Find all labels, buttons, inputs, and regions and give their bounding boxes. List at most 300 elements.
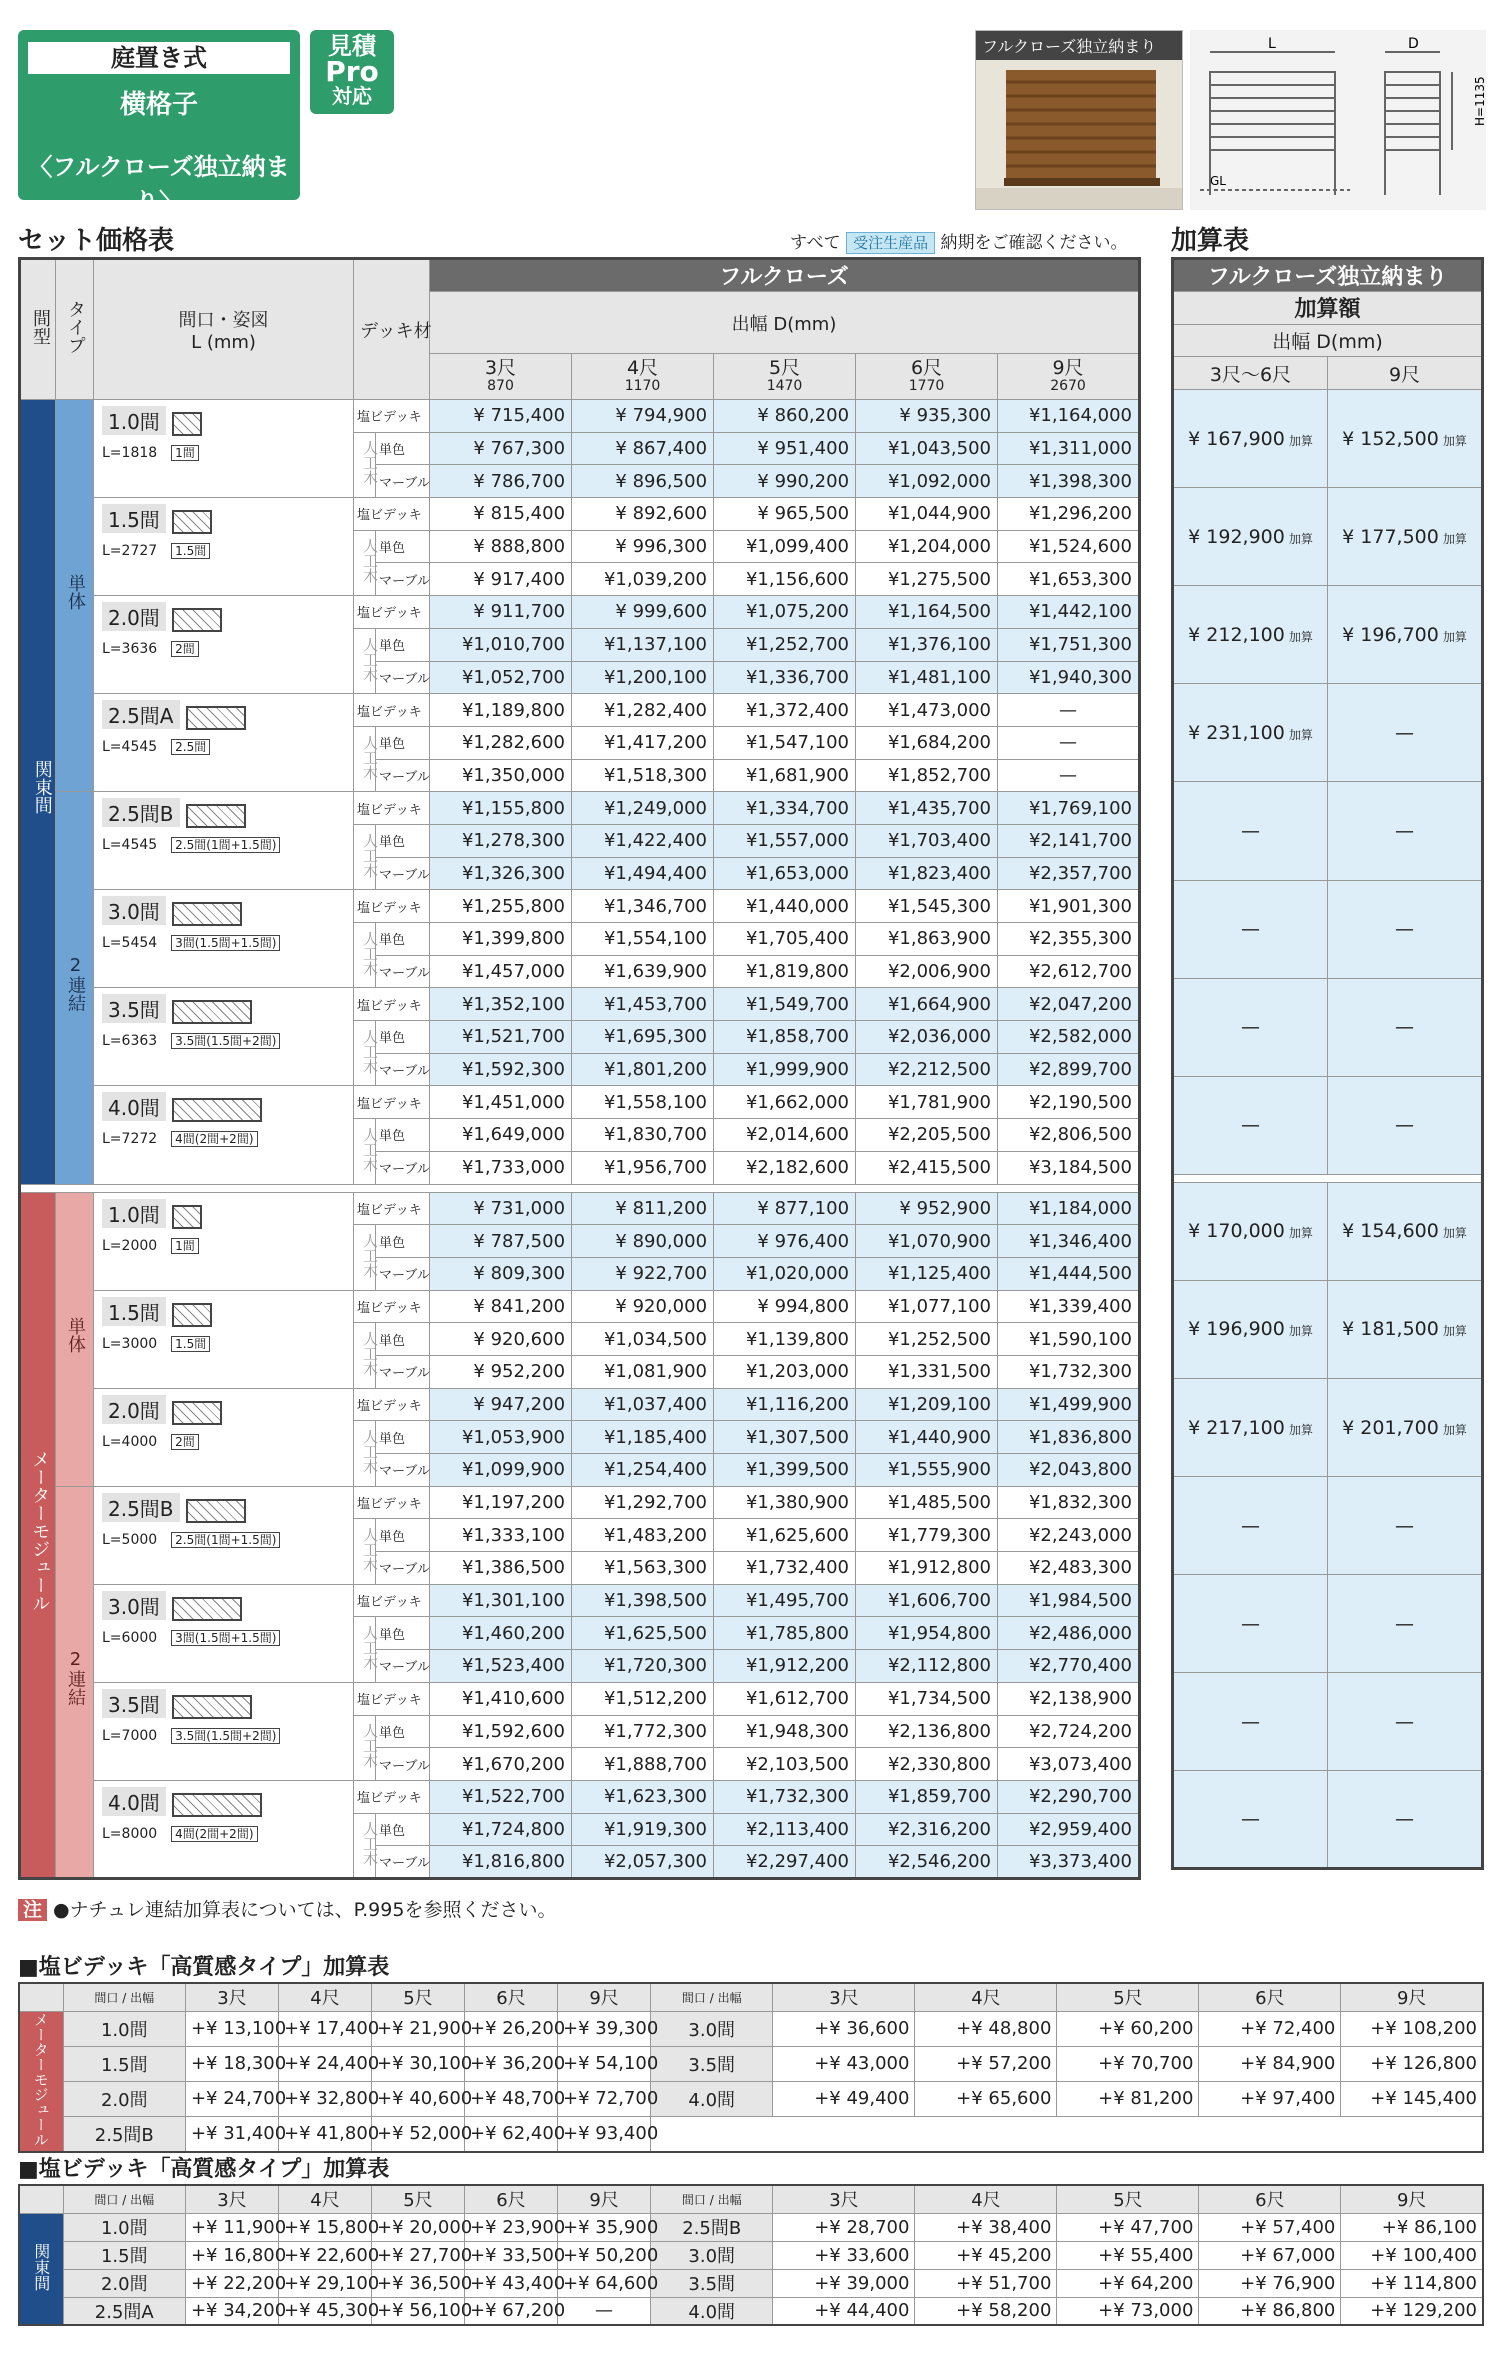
sur-col: 3尺	[773, 1983, 915, 2011]
span-figure	[172, 510, 212, 534]
price-row	[20, 1290, 1140, 1323]
addon-row	[1173, 684, 1483, 782]
price-cell: ¥1,442,100	[998, 596, 1140, 629]
span-name: 4.0間	[102, 1092, 166, 1121]
addon-cell: —	[1328, 1771, 1483, 1869]
span-name: 2.0間	[102, 602, 166, 631]
sur-span: 2.5間B	[63, 2116, 185, 2151]
addon-table	[1171, 257, 1484, 1870]
deck-jinmoku: 人工木	[354, 1715, 376, 1780]
sur-value: +¥ 86,100	[1341, 2213, 1483, 2241]
addon-cell: ¥ 152,500 加算	[1328, 390, 1483, 488]
price-cell: ¥1,558,100	[572, 1086, 714, 1119]
sur-col: 4尺	[915, 2185, 1057, 2213]
price-cell: ¥ 860,200	[714, 400, 856, 433]
kind-double: 2連結	[56, 792, 94, 1184]
price-cell: ¥1,037,400	[572, 1388, 714, 1421]
price-cell: ¥2,355,300	[998, 923, 1140, 956]
addon-cell: —	[1173, 1673, 1328, 1771]
sur-span: 2.0間	[63, 2081, 185, 2116]
footnote-text: ●ナチュレ連結加算表については、P.995を参照ください。	[53, 1899, 557, 1921]
surcharge-table-kanto	[18, 2184, 1484, 2326]
price-cell: ¥1,888,700	[572, 1748, 714, 1781]
made-to-order-tag: 受注生産品	[846, 232, 935, 254]
price-cell: ¥1,557,000	[714, 824, 856, 857]
span-cell	[94, 988, 354, 1086]
sur-span: 4.0間	[651, 2297, 773, 2325]
price-cell: ¥1,398,500	[572, 1584, 714, 1617]
sur-span: 1.5間	[63, 2241, 185, 2269]
price-cell: ¥2,136,800	[856, 1715, 998, 1748]
sur-row	[19, 2046, 1483, 2081]
price-cell: ¥1,137,100	[572, 628, 714, 661]
addon-row	[1173, 1477, 1483, 1575]
deck-marble: マーブル	[376, 563, 430, 596]
price-cell: ¥1,670,200	[430, 1748, 572, 1781]
price-cell: ¥2,612,700	[998, 955, 1140, 988]
price-cell: ¥2,297,400	[714, 1846, 856, 1879]
sur-side: 関東間	[19, 2213, 63, 2325]
price-cell: ¥1,779,300	[856, 1519, 998, 1552]
sur-value: +¥ 54,100	[558, 2046, 651, 2081]
sur-value: +¥ 11,900	[185, 2213, 278, 2241]
deck-enbi: 塩ビデッキ	[354, 1086, 430, 1119]
price-cell: ¥1,399,800	[430, 923, 572, 956]
addon-cell: —	[1173, 1771, 1328, 1869]
price-cell: ¥1,417,200	[572, 726, 714, 759]
sur-row	[19, 2116, 1483, 2151]
depth-col-3: 6尺 1770	[856, 354, 998, 400]
sur-value: +¥ 48,700	[465, 2081, 558, 2116]
price-cell: ¥2,006,900	[856, 955, 998, 988]
diagram-D: D	[1408, 36, 1419, 52]
addon-cell: ¥ 196,700 加算	[1328, 586, 1483, 684]
price-cell: ¥1,333,100	[430, 1519, 572, 1552]
sur-value: +¥ 72,700	[558, 2081, 651, 2116]
sur-col: 3尺	[185, 1983, 278, 2011]
span-name: 1.5間	[102, 1297, 166, 1326]
price-cell: ¥2,415,500	[856, 1151, 998, 1184]
sur-row	[19, 2241, 1483, 2269]
price-cell: ¥1,185,400	[572, 1421, 714, 1454]
note-prefix: すべて	[790, 233, 841, 253]
sur-value: +¥ 84,900	[1199, 2046, 1341, 2081]
price-cell: ¥1,255,800	[430, 890, 572, 923]
price-cell: ¥1,606,700	[856, 1584, 998, 1617]
sur-value: +¥ 36,200	[465, 2046, 558, 2081]
span-name: 1.0間	[102, 406, 166, 435]
price-cell: ¥ 786,700	[430, 465, 572, 498]
sur-value: +¥ 39,000	[773, 2269, 915, 2297]
price-cell: ¥2,036,000	[856, 1021, 998, 1054]
span-type-0: 関東間	[20, 400, 56, 1185]
addon-amount-header: 加算額	[1173, 292, 1483, 325]
deck-tanshoku: 単色	[376, 1715, 430, 1748]
span-length: L=7272 4間(2間+2間)	[102, 1128, 345, 1148]
price-cell: ¥1,703,400	[856, 824, 998, 857]
sur-span: 1.0間	[63, 2213, 185, 2241]
price-cell: ¥1,863,900	[856, 923, 998, 956]
deck-marble: マーブル	[376, 1151, 430, 1184]
sur-span: 1.0間	[63, 2011, 185, 2046]
deck-enbi: 塩ビデッキ	[354, 1192, 430, 1225]
price-cell: ¥1,296,200	[998, 498, 1140, 531]
diagram-gl: GL	[1210, 174, 1226, 188]
sur-row	[19, 2269, 1483, 2297]
deck-jinmoku: 人工木	[354, 1225, 376, 1290]
price-cell: ¥1,352,100	[430, 988, 572, 1021]
addon-cell: —	[1328, 1477, 1483, 1575]
sur-value: +¥ 20,000	[372, 2213, 465, 2241]
price-cell: ¥2,043,800	[998, 1454, 1140, 1487]
price-cell: ¥1,043,500	[856, 432, 998, 465]
price-cell: ¥1,301,100	[430, 1584, 572, 1617]
price-cell: ¥2,141,700	[998, 824, 1140, 857]
price-cell: ¥ 911,700	[430, 596, 572, 629]
price-cell: ¥1,435,700	[856, 792, 998, 825]
sur-value: +¥ 18,300	[185, 2046, 278, 2081]
sur-side: メーターモジュール	[19, 2011, 63, 2152]
price-cell: ¥ 787,500	[430, 1225, 572, 1258]
price-cell: ¥1,116,200	[714, 1388, 856, 1421]
col-kind: タイプ	[56, 259, 94, 400]
sur-col: 5尺	[1057, 2185, 1199, 2213]
sur-value: +¥ 32,800	[278, 2081, 371, 2116]
span-figure	[172, 1695, 252, 1719]
price-cell: ¥1,092,000	[856, 465, 998, 498]
price-cell: ¥1,695,300	[572, 1021, 714, 1054]
price-cell: ¥1,852,700	[856, 759, 998, 792]
surcharge-table-meter	[18, 1982, 1484, 2153]
price-cell: ¥1,252,500	[856, 1323, 998, 1356]
sur-col: 4尺	[278, 1983, 371, 2011]
price-cell: ¥2,113,400	[714, 1813, 856, 1846]
span-figure	[172, 1205, 202, 1229]
sur-value: +¥ 126,800	[1341, 2046, 1483, 2081]
sur-col: 4尺	[278, 2185, 371, 2213]
span-length: L=4000 2間	[102, 1431, 345, 1451]
span-name: 3.5間	[102, 994, 166, 1023]
price-row	[20, 890, 1140, 923]
addon-col-9: 9尺	[1328, 357, 1483, 390]
span-type-1: メーターモジュール	[20, 1192, 56, 1878]
sur-col: 6尺	[1199, 2185, 1341, 2213]
span-cell	[94, 596, 354, 694]
deck-marble: マーブル	[376, 1454, 430, 1487]
deck-tanshoku: 単色	[376, 432, 430, 465]
price-cell: ¥1,999,900	[714, 1053, 856, 1086]
price-cell: ¥ 951,400	[714, 432, 856, 465]
sur-value: +¥ 108,200	[1341, 2011, 1483, 2046]
price-cell: ¥1,554,100	[572, 923, 714, 956]
sur-value: +¥ 26,200	[465, 2011, 558, 2046]
span-length: L=1818 1間	[102, 442, 345, 462]
sur-value: +¥ 62,400	[465, 2116, 558, 2151]
deck-jinmoku: 人工木	[354, 432, 376, 497]
price-cell: ¥1,772,300	[572, 1715, 714, 1748]
price-cell: ¥1,044,900	[856, 498, 998, 531]
sur-value: +¥ 17,400	[278, 2011, 371, 2046]
deck-marble: マーブル	[376, 1552, 430, 1585]
addon-cell: ¥ 201,700 加算	[1328, 1379, 1483, 1477]
price-cell: ¥1,653,300	[998, 563, 1140, 596]
price-cell: ¥1,077,100	[856, 1290, 998, 1323]
addon-cell: —	[1173, 978, 1328, 1076]
addon-row	[1173, 1280, 1483, 1378]
price-cell: ¥ 965,500	[714, 498, 856, 531]
addon-cell: —	[1173, 1076, 1328, 1174]
sur-value: +¥ 35,900	[558, 2213, 651, 2241]
sur-value: +¥ 70,700	[1057, 2046, 1199, 2081]
price-cell: ¥ 892,600	[572, 498, 714, 531]
deck-jinmoku: 人工木	[354, 1813, 376, 1878]
sur-span: 1.5間	[63, 2046, 185, 2081]
price-cell: ¥2,316,200	[856, 1813, 998, 1846]
col-span-type: 間型	[20, 259, 56, 400]
price-row	[20, 498, 1140, 531]
span-length: L=4545 2.5間(1間+1.5間)	[102, 834, 345, 854]
addon-cell: ¥ 217,100 加算	[1173, 1379, 1328, 1477]
sur-col: 5尺	[372, 1983, 465, 2011]
price-cell: ¥1,346,700	[572, 890, 714, 923]
price-cell: ¥ 999,600	[572, 596, 714, 629]
span-length: L=2727 1.5間	[102, 540, 345, 560]
price-cell: ¥1,705,400	[714, 923, 856, 956]
span-cell	[94, 1486, 354, 1584]
product-badge	[18, 30, 300, 216]
addon-cell: —	[1328, 1076, 1483, 1174]
deck-enbi: 塩ビデッキ	[354, 1388, 430, 1421]
addon-row	[1173, 1076, 1483, 1174]
price-cell: ¥1,592,300	[430, 1053, 572, 1086]
price-cell: ¥1,912,800	[856, 1552, 998, 1585]
addon-row	[1173, 1771, 1483, 1869]
sur-value: +¥ 93,400	[558, 2116, 651, 2151]
price-cell: ¥1,481,100	[856, 661, 998, 694]
addon-cell: —	[1328, 978, 1483, 1076]
price-cell: ¥1,376,100	[856, 628, 998, 661]
deck-marble: マーブル	[376, 1846, 430, 1879]
depth-col-0: 3尺 870	[430, 354, 572, 400]
price-cell: ¥1,252,700	[714, 628, 856, 661]
sur-value: +¥ 114,800	[1341, 2269, 1483, 2297]
deck-enbi: 塩ビデッキ	[354, 1584, 430, 1617]
sur-value: +¥ 16,800	[185, 2241, 278, 2269]
price-cell: ¥ 935,300	[856, 400, 998, 433]
deck-tanshoku: 単色	[376, 1323, 430, 1356]
sur-value: +¥ 40,600	[372, 2081, 465, 2116]
span-cell	[94, 1192, 354, 1290]
sur-row	[19, 2213, 1483, 2241]
price-cell: ¥2,212,500	[856, 1053, 998, 1086]
span-figure	[172, 1098, 262, 1122]
price-cell: ¥ 877,100	[714, 1192, 856, 1225]
depth-col-2: 5尺 1470	[714, 354, 856, 400]
sur-value: +¥ 72,400	[1199, 2011, 1341, 2046]
price-cell: ¥1,334,700	[714, 792, 856, 825]
sur-value: +¥ 50,200	[558, 2241, 651, 2269]
price-cell: ¥1,386,500	[430, 1552, 572, 1585]
price-cell: ¥1,563,300	[572, 1552, 714, 1585]
sur-value: +¥ 67,000	[1199, 2241, 1341, 2269]
deck-jinmoku: 人工木	[354, 1519, 376, 1584]
col-span: 間口・姿図 L (mm)	[94, 259, 354, 400]
deck-enbi: 塩ビデッキ	[354, 1780, 430, 1813]
price-cell: ¥1,664,900	[856, 988, 998, 1021]
sur-value: +¥ 45,300	[278, 2297, 371, 2325]
sur-value: +¥ 65,600	[915, 2081, 1057, 2116]
sur-value: +¥ 97,400	[1199, 2081, 1341, 2116]
span-length: L=8000 4間(2間+2間)	[102, 1823, 345, 1843]
price-row	[20, 694, 1140, 727]
price-cell: ¥1,625,600	[714, 1519, 856, 1552]
price-cell: ¥2,243,000	[998, 1519, 1140, 1552]
price-cell: ¥2,182,600	[714, 1151, 856, 1184]
order-note	[790, 228, 1128, 253]
price-cell: ¥1,473,000	[856, 694, 998, 727]
price-cell: ¥1,053,900	[430, 1421, 572, 1454]
price-cell: ¥ 996,300	[572, 530, 714, 563]
span-figure	[172, 1303, 212, 1327]
sur-col: 3尺	[185, 2185, 278, 2213]
sur-value: +¥ 52,000	[372, 2116, 465, 2151]
deck-marble: マーブル	[376, 1355, 430, 1388]
price-cell: ¥1,197,200	[430, 1486, 572, 1519]
sur-value: +¥ 30,100	[372, 2046, 465, 2081]
span-name: 1.5間	[102, 504, 166, 533]
sur-value: +¥ 41,800	[278, 2116, 371, 2151]
sur-value: +¥ 76,900	[1199, 2269, 1341, 2297]
addon-row	[1173, 586, 1483, 684]
price-cell: ¥2,330,800	[856, 1748, 998, 1781]
price-cell: ¥1,781,900	[856, 1086, 998, 1119]
price-cell: ¥3,373,400	[998, 1846, 1140, 1879]
sur-value: +¥ 39,300	[558, 2011, 651, 2046]
span-length: L=2000 1間	[102, 1235, 345, 1255]
price-cell: ¥1,075,200	[714, 596, 856, 629]
price-cell: ¥1,081,900	[572, 1355, 714, 1388]
addon-cell: ¥ 212,100 加算	[1173, 586, 1328, 684]
sur-value: +¥ 81,200	[1057, 2081, 1199, 2116]
price-row	[20, 1086, 1140, 1119]
span-figure	[172, 1000, 252, 1024]
price-cell: ¥1,494,400	[572, 857, 714, 890]
price-cell: ¥1,832,300	[998, 1486, 1140, 1519]
deck-enbi: 塩ビデッキ	[354, 792, 430, 825]
sur-value: +¥ 145,400	[1341, 2081, 1483, 2116]
price-cell: ¥1,099,400	[714, 530, 856, 563]
price-cell: ¥1,912,200	[714, 1650, 856, 1683]
sur-value: +¥ 43,400	[465, 2269, 558, 2297]
deck-enbi: 塩ビデッキ	[354, 890, 430, 923]
price-cell: ¥ 811,200	[572, 1192, 714, 1225]
price-cell: ¥1,204,000	[856, 530, 998, 563]
deck-tanshoku: 単色	[376, 1021, 430, 1054]
price-cell: ¥1,549,700	[714, 988, 856, 1021]
price-cell: ¥1,684,200	[856, 726, 998, 759]
h-span-depth-r: 間口 / 出幅	[651, 2185, 773, 2213]
sur-span: 3.0間	[651, 2241, 773, 2269]
sur-value: +¥ 57,200	[915, 2046, 1057, 2081]
price-row	[20, 1584, 1140, 1617]
group-fullclose: フルクローズ	[430, 259, 1140, 292]
span-cell	[94, 694, 354, 792]
price-cell: ¥1,339,400	[998, 1290, 1140, 1323]
price-cell: ¥1,184,000	[998, 1192, 1140, 1225]
price-cell: ¥ 994,800	[714, 1290, 856, 1323]
price-cell: ¥1,444,500	[998, 1257, 1140, 1290]
price-cell: ¥2,357,700	[998, 857, 1140, 890]
type-label: 〈フルクローズ独立納まり〉	[28, 153, 290, 216]
deck-tanshoku: 単色	[376, 1617, 430, 1650]
deck-marble: マーブル	[376, 955, 430, 988]
deck-marble: マーブル	[376, 1053, 430, 1086]
deck-tanshoku: 単色	[376, 1813, 430, 1846]
span-name: 1.0間	[102, 1199, 166, 1228]
price-cell: ¥1,483,200	[572, 1519, 714, 1552]
span-cell	[94, 1780, 354, 1878]
price-cell: ¥1,984,500	[998, 1584, 1140, 1617]
diagram-L: L	[1268, 36, 1276, 52]
deck-jinmoku: 人工木	[354, 1323, 376, 1388]
sur-value: +¥ 24,700	[185, 2081, 278, 2116]
sur-value: +¥ 60,200	[1057, 2011, 1199, 2046]
price-cell: ¥1,836,800	[998, 1421, 1140, 1454]
sur-value: +¥ 64,600	[558, 2269, 651, 2297]
price-cell: ¥1,948,300	[714, 1715, 856, 1748]
sur-value: —	[558, 2297, 651, 2325]
deck-marble: マーブル	[376, 759, 430, 792]
fence-image	[976, 60, 1183, 210]
sur-span: 2.0間	[63, 2269, 185, 2297]
price-cell: ¥1,451,000	[430, 1086, 572, 1119]
price-cell: ¥1,350,000	[430, 759, 572, 792]
price-cell: ¥1,785,800	[714, 1617, 856, 1650]
price-cell: ¥1,410,600	[430, 1682, 572, 1715]
deck-tanshoku: 単色	[376, 1225, 430, 1258]
price-cell: ¥1,830,700	[572, 1119, 714, 1152]
price-cell: ¥ 890,000	[572, 1225, 714, 1258]
sur-span: 3.5間	[651, 2046, 773, 2081]
span-cell	[94, 1290, 354, 1388]
sur-value: +¥ 67,200	[465, 2297, 558, 2325]
price-cell: ¥1,547,100	[714, 726, 856, 759]
price-cell: ¥ 715,400	[430, 400, 572, 433]
deck-marble: マーブル	[376, 1257, 430, 1290]
price-cell: ¥ 952,200	[430, 1355, 572, 1388]
side-spacer	[19, 2185, 63, 2213]
price-cell: ¥1,512,200	[572, 1682, 714, 1715]
price-cell: ¥3,073,400	[998, 1748, 1140, 1781]
span-cell	[94, 1682, 354, 1780]
sur-span: 2.5間B	[651, 2213, 773, 2241]
span-figure	[172, 1401, 222, 1425]
deck-enbi: 塩ビデッキ	[354, 1486, 430, 1519]
addon-title: 加算表	[1171, 226, 1250, 256]
price-cell: ¥2,190,500	[998, 1086, 1140, 1119]
pro-line2: Pro	[325, 55, 379, 88]
addon-cell: ¥ 231,100 加算	[1173, 684, 1328, 782]
deck-marble: マーブル	[376, 661, 430, 694]
price-cell: ¥1,623,300	[572, 1780, 714, 1813]
deck-jinmoku: 人工木	[354, 1021, 376, 1086]
deck-enbi: 塩ビデッキ	[354, 988, 430, 1021]
span-figure	[172, 608, 222, 632]
span-length: L=3000 1.5間	[102, 1333, 345, 1353]
price-cell: ¥2,112,800	[856, 1650, 998, 1683]
span-name: 4.0間	[102, 1787, 166, 1816]
addon-row	[1173, 880, 1483, 978]
